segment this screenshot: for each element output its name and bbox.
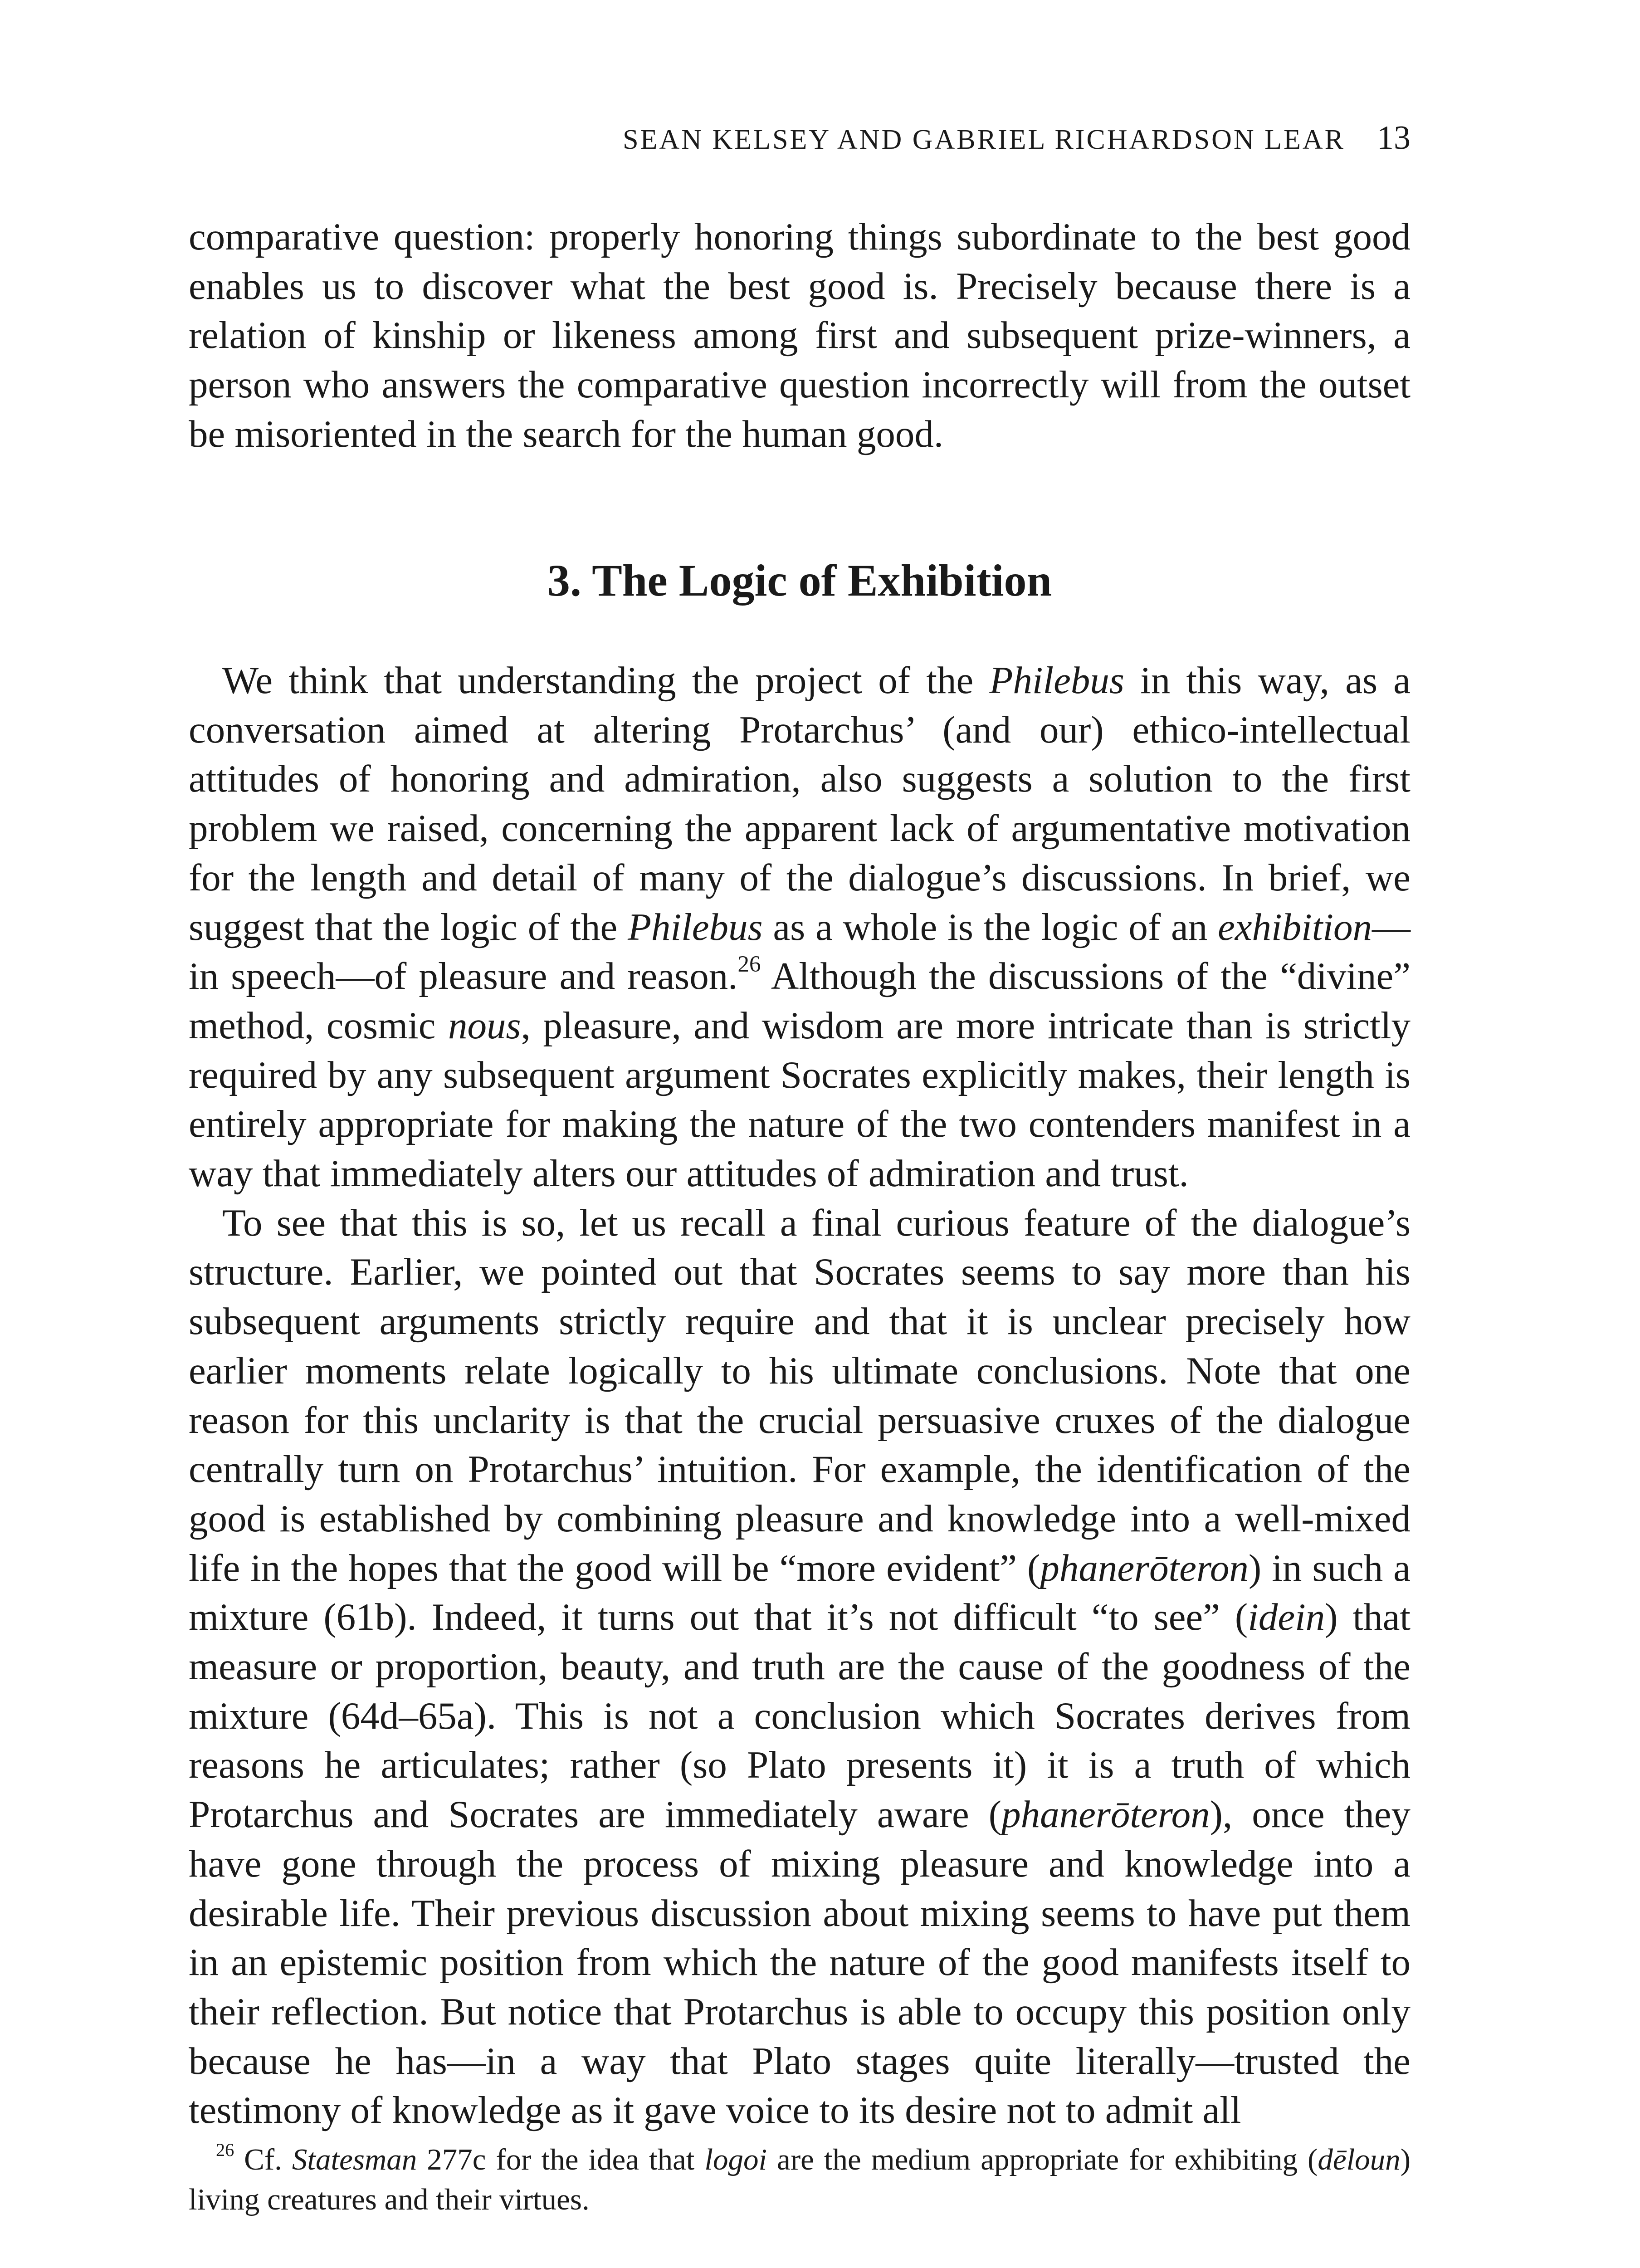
section-number: 3. <box>547 555 581 606</box>
footnote-reference[interactable]: 26 <box>737 951 761 977</box>
paragraph-structure <box>189 1198 1411 2135</box>
italic-title: Statesman <box>292 2143 417 2176</box>
text-run: are the medium appropriate for exhibiting ( <box>767 2143 1318 2176</box>
italic-term: idein <box>1248 1596 1325 1639</box>
page-number: 13 <box>1377 119 1411 156</box>
italic-term: dēloun <box>1318 2143 1401 2176</box>
text-run: ), once they have gone through the process of mixing pleasure and knowledge into a desirable life. Their previous discussion about mixing seems to have put them in an epistemic position from which the nature of the good manifests itself to their reflection. But notice that Protarchus is able to occupy this position only because he has—in a way that Plato stages quite literally—trusted the testimony of knowledge as it gave voice to its desire not to admit all <box>189 1793 1411 2132</box>
text-run: 277c for the idea that <box>417 2143 705 2176</box>
paragraph-continued: comparative question: properly honoring things subordinate to the best good enables us to discover what the best good is. Precisely because there is a relation of kinship or likeness among first and subsequent prize-winners, a person who answers the comparative question incorrectly will from the outset be misoriented in the search for the human good. <box>189 215 1411 455</box>
footnotes <box>189 2140 1411 2219</box>
text-run: Although the discussions of the “divine” method, cosmic <box>189 955 1411 1047</box>
italic-term: phanerōteron <box>1001 1793 1210 1836</box>
section-title: The Logic of Exhibition <box>592 555 1052 606</box>
text-run: ) in such a mixture (61b). Indeed, it turns out that it’s not difficult “to see” ( <box>189 1546 1411 1639</box>
running-head-authors: SEAN KELSEY AND GABRIEL RICHARDSON LEAR <box>623 124 1345 155</box>
body-text-main <box>189 656 1411 2135</box>
text-run: in this way, as a conversation aimed at altering Protarchus’ (and our) ethico-intellectual attitudes of honoring and admiration, also suggests a solution to the first problem we raised, concerning the apparent lack of argumentative motivation for the length and detail of many of the dialogue’s discussions. In brief, we suggest that the logic of the <box>189 659 1411 948</box>
text-run: We think that understanding the project of the <box>222 659 990 702</box>
text-run: To see that this is so, let us recall a final curious feature of the dialogue’s structure. Earlier, we pointed out that Socrates seems to say more than his subsequent arguments strictly require and that it is unclear precisely how earlier moments relate logically to his ultimate conclusions. Note that one reason for this unclarity is that the crucial persuasive cruxes of the dialogue centrally turn on Protarchus’ intuition. For example, the identification of the good is established by combining pleasure and knowledge into a well-mixed life in the hopes that the good will be “more evident” ( <box>189 1201 1411 1589</box>
text-run: as a whole is the logic of an <box>762 905 1218 948</box>
italic-term: nous <box>448 1004 521 1047</box>
text-run: ) that measure or proportion, beauty, and truth are the cause of the goodness of the mixture (64d–65a). This is not a conclusion which Socrates derives from reasons he articulates; rather (so Plato presents it) it is a truth of which Protarchus and Socrates are immediately aware ( <box>189 1596 1411 1836</box>
italic-term: logoi <box>704 2143 767 2176</box>
section-heading <box>189 554 1411 606</box>
paragraph-exhibition <box>189 656 1411 1198</box>
text-run: ) living creatures and their virtues. <box>189 2143 1411 2216</box>
text-run: , pleasure, and wisdom are more intricate than is strictly required by any subsequent argument Socrates explicitly makes, their length is entirely appropriate for making the nature of the two contenders manifest in a way that immediately alters our attitudes of admiration and trust. <box>189 1004 1411 1195</box>
italic-term: exhibition <box>1218 905 1372 948</box>
italic-term: phanerōteron <box>1040 1546 1249 1589</box>
body-text-top <box>189 212 1411 459</box>
footnote-marker: 26 <box>216 2139 234 2160</box>
italic-title: Philebus <box>628 905 763 948</box>
italic-title: Philebus <box>989 659 1124 702</box>
text-run: —in speech—of pleasure and reason. <box>189 905 1411 998</box>
running-head <box>189 119 1411 160</box>
text-run: Cf. <box>234 2143 292 2176</box>
footnote-26 <box>189 2140 1411 2219</box>
